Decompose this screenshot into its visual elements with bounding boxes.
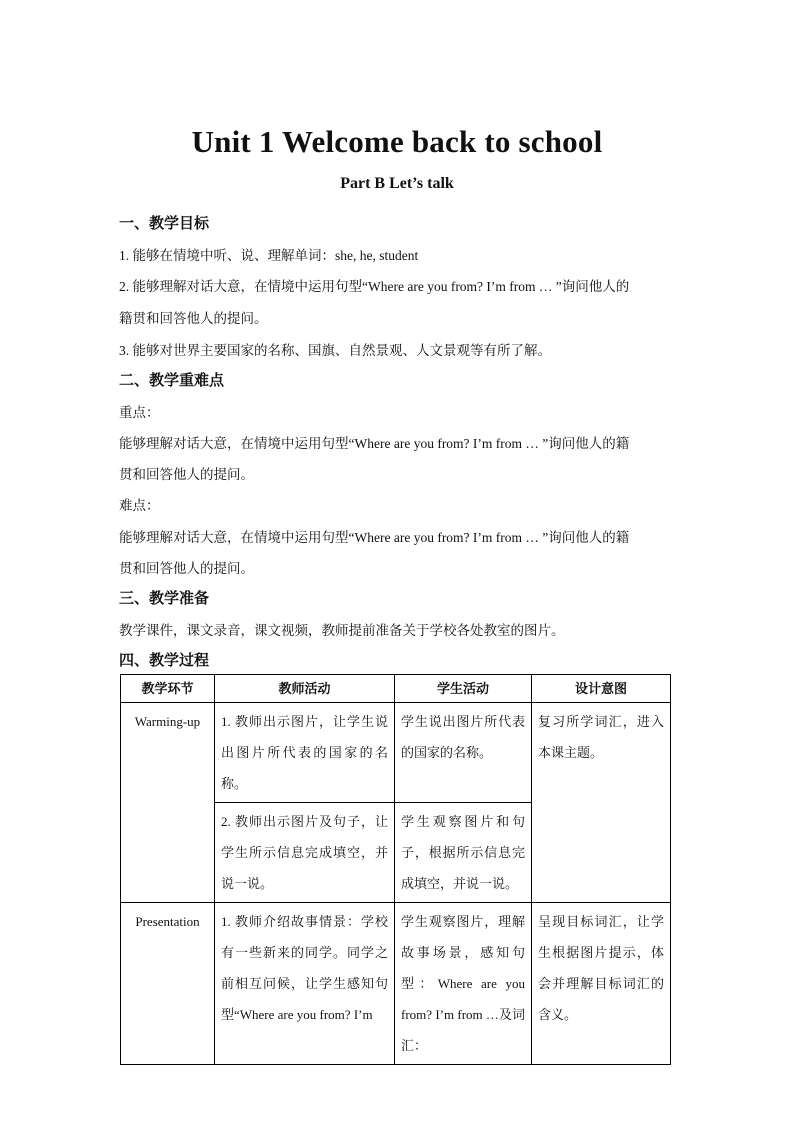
objective-item-3: 3. 能够对世界主要国家的名称、国旗、自然景观、人文景观等有所了解。	[119, 343, 551, 358]
section-heading-objectives: 一、教学目标	[119, 216, 210, 232]
preparation-text: 教学课件，课文录音，课文视频，教师提前准备关于学校各处教室的图片。	[119, 623, 565, 638]
header-student-activity: 学生活动	[395, 675, 532, 703]
presentation-teacher-activity: 1. 教师介绍故事情景：学校有一些新来的同学。同学之前相互问候，让学生感知句型“Where are you from? I’m	[215, 903, 395, 1065]
presentation-student-activity: 学生观察图片，理解故事场景，感知句型：Where are you from? I’m from …及词汇：	[395, 903, 532, 1065]
teaching-process-table	[120, 674, 671, 1065]
difficult-point-line-2: 贯和回答他人的提问。	[119, 561, 254, 576]
difficult-point-line-1: 能够理解对话大意，在情境中运用句型“Where are you from? I’m from … ”询问他人的籍	[119, 530, 630, 545]
presentation-design-intent: 呈现目标词汇，让学生根据图片提示，体会并理解目标词汇的含义。	[532, 903, 671, 1065]
key-point-line-1: 能够理解对话大意，在情境中运用句型“Where are you from? I’m from … ”询问他人的籍	[119, 436, 630, 451]
header-stage: 教学环节	[121, 675, 215, 703]
key-point-label: 重点：	[119, 405, 160, 420]
objective-item-2: 2. 能够理解对话大意，在情境中运用句型“Where are you from? I’m from … ”询问他人的	[119, 279, 630, 294]
warmup-design-intent: 复习所学词汇，进入本课主题。	[532, 703, 671, 903]
warmup-student-activity-2: 学生观察图片和句子，根据所示信息完成填空，并说一说。	[395, 803, 532, 903]
page-title: Unit 1 Welcome back to school	[191, 124, 603, 159]
section-heading-key-points: 二、教学重难点	[119, 373, 225, 389]
stage-presentation: Presentation	[121, 903, 215, 1065]
objective-item-1: 1. 能够在情境中听、说、理解单词：she, he, student	[119, 248, 419, 263]
table-row	[121, 903, 671, 1065]
header-teacher-activity: 教师活动	[215, 675, 395, 703]
section-heading-preparation: 三、教学准备	[119, 591, 210, 607]
objective-item-2-cont: 籍贯和回答他人的提问。	[119, 311, 268, 326]
table-row	[121, 703, 671, 803]
page-subtitle: Part B Let’s talk	[340, 175, 454, 192]
table-header-row	[121, 675, 671, 703]
section-heading-process: 四、教学过程	[119, 653, 210, 669]
stage-warmup: Warming-up	[121, 703, 215, 903]
warmup-student-activity-1: 学生说出图片所代表的国家的名称。	[395, 703, 532, 803]
key-point-line-2: 贯和回答他人的提问。	[119, 467, 254, 482]
warmup-teacher-activity-1: 1. 教师出示图片，让学生说出图片所代表的国家的名称。	[215, 703, 395, 803]
warmup-teacher-activity-2: 2. 教师出示图片及句子，让学生所示信息完成填空，并说一说。	[215, 803, 395, 903]
difficult-point-label: 难点：	[119, 498, 160, 513]
header-design-intent: 设计意图	[532, 675, 671, 703]
